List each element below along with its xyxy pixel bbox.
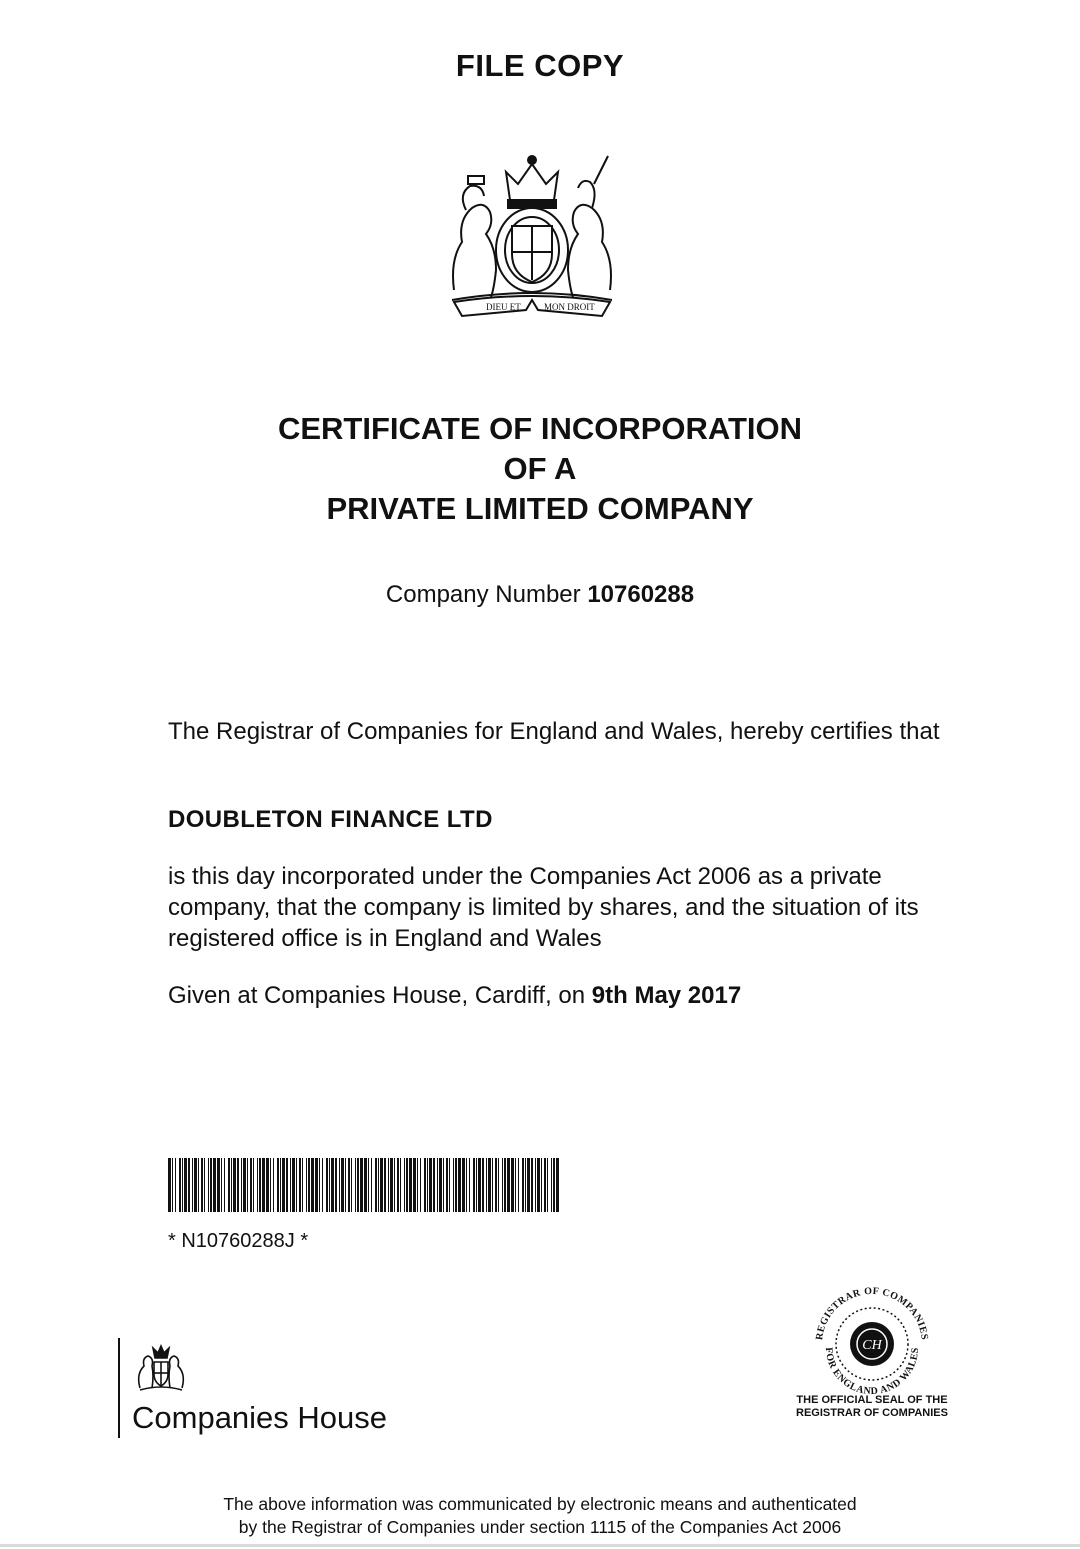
footer-line-1: The above information was communicated by electronic means and authenticated [223,1494,857,1514]
incorporation-statement: is this day incorporated under the Companies Act 2006 as a private company, that the company is limited by shares, and the situation of its registered office is in England and Wales [168,863,919,952]
registrar-seal-icon [806,1278,938,1410]
seal-caption-line-1: THE OFFICIAL SEAL OF THE [796,1394,948,1406]
registrar-certifies-text: The Registrar of Companies for England and Wales, hereby certifies that [168,718,940,745]
crest-motto-left: DIEU ET [486,302,521,312]
seal-ring-text-bottom: FOR ENGLAND AND WALES [822,1346,922,1398]
footer-authentication-note [0,1493,1080,1539]
companies-house-logo-text: Companies House [132,1400,388,1435]
given-at-text: Given at Companies House, Cardiff, on [168,982,586,1009]
seal-caption-line-2: REGISTRAR OF COMPANIES [796,1407,948,1419]
crest-motto-right: MON DROIT [544,302,595,312]
certificate-title-line-1: CERTIFICATE OF INCORPORATION [277,411,803,446]
companies-house-logo [114,1338,434,1438]
companies-house-crest-icon [134,1344,188,1394]
barcode-text: * N10760288J * [168,1230,309,1252]
file-copy-heading: FILE COPY [455,48,625,83]
seal-center-initials: CH [862,1338,882,1353]
royal-coat-of-arms-icon [432,150,632,320]
company-number-value: 10760288 [587,581,695,608]
given-at-statement [168,980,988,1011]
company-number-row [0,581,1080,609]
footer-line-2: by the Registrar of Companies under section 1115 of the Companies Act 2006 [238,1517,842,1537]
logo-divider-bar [118,1338,120,1438]
company-number-label: Company Number [385,581,581,608]
company-name: DOUBLETON FINANCE LTD [168,806,493,833]
page-bottom-rule [0,1544,1080,1547]
seal-caption [780,1394,964,1420]
barcode-icon [168,1158,560,1212]
incorporation-date: 9th May 2017 [591,982,742,1009]
seal-ring-text-top: REGISTRAR OF COMPANIES [814,1285,930,1341]
certificate-title-line-2: OF A [503,451,577,486]
certificate-title-line-3: PRIVATE LIMITED COMPANY [326,491,754,526]
